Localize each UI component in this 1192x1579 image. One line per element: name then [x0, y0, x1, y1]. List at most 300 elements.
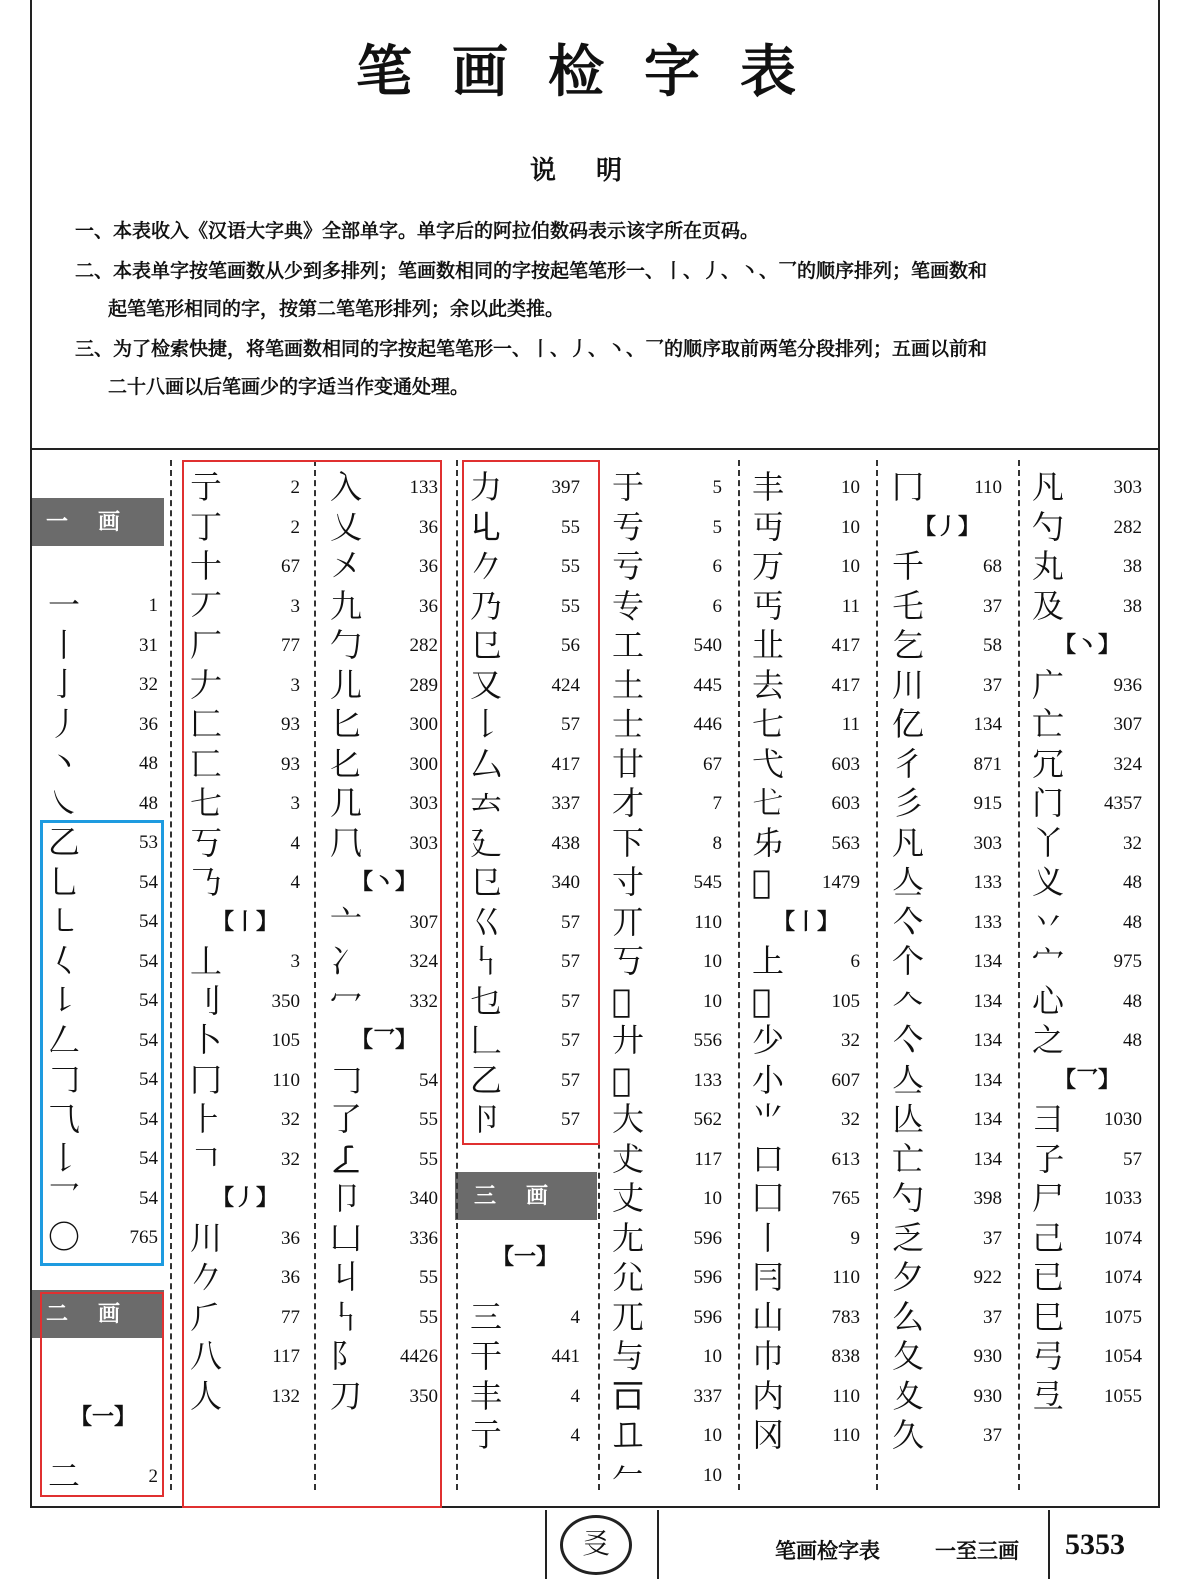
entry-page-number: 48: [1123, 911, 1142, 933]
entry-page-number: 37: [983, 674, 1002, 696]
entry-character: 冃: [752, 1258, 785, 1296]
index-entry: [1032, 587, 1142, 627]
entry-character: 上: [752, 942, 785, 980]
entry-character: 乜: [470, 981, 503, 1020]
index-entry: [752, 1416, 860, 1456]
entry-character: 丿: [48, 704, 81, 743]
entry-page-number: 36: [139, 713, 158, 735]
index-entry: [752, 982, 860, 1022]
entry-page-number: 134: [973, 1109, 1002, 1130]
entry-character: 乞: [892, 626, 925, 664]
entry-page-number: 67: [703, 753, 722, 775]
entry-character: 少: [752, 1021, 785, 1059]
entry-character: 巜: [470, 902, 503, 941]
entry-page-number: 54: [139, 911, 158, 932]
index-entry: [1032, 1100, 1142, 1140]
entry-character: 七: [752, 705, 785, 743]
entry-page-number: 596: [693, 1227, 722, 1249]
footer-divider: [1048, 1510, 1050, 1579]
entry-page-number: 441: [551, 1346, 580, 1367]
entry-page-number: 32: [841, 1030, 860, 1051]
index-entry: [612, 666, 722, 706]
entry-page-number: 36: [419, 556, 438, 577]
entry-character: 𠄏: [330, 1139, 363, 1178]
entry-page-number: 930: [973, 1346, 1002, 1367]
column-8: [1032, 468, 1142, 1416]
index-entry: [1032, 547, 1142, 587]
entry-character: 心: [1032, 981, 1065, 1020]
entry-page-number: 57: [561, 1030, 580, 1051]
entry-character: 亼: [892, 1060, 925, 1099]
index-entry: [470, 1377, 580, 1417]
entry-page-number: 936: [1113, 674, 1142, 696]
index-entry: [612, 863, 722, 903]
publisher-seal: 㕛: [560, 1515, 632, 1575]
entry-page-number: 336: [409, 1227, 438, 1249]
entry-page-number: 337: [693, 1385, 722, 1407]
index-entry: [1032, 1258, 1142, 1298]
entry-character: 冂: [892, 468, 925, 506]
entry-character: 个: [892, 942, 925, 980]
index-entry: [752, 745, 860, 785]
entry-page-number: 57: [561, 951, 580, 972]
entry-page-number: 332: [409, 990, 438, 1012]
index-entry: [892, 903, 1002, 943]
entry-page-number: 6: [850, 951, 860, 972]
page-title: 笔画检字表: [356, 39, 836, 105]
index-entry: [892, 982, 1002, 1022]
index-entry: [612, 705, 722, 745]
entry-character: 门: [1032, 784, 1065, 822]
entry-character: 亿: [892, 705, 925, 743]
index-entry: [612, 1298, 722, 1338]
entry-character: 𠃑: [470, 942, 503, 980]
entry-character: ⺊: [190, 1100, 223, 1138]
index-entry: [892, 666, 1002, 706]
index-entry: [48, 665, 158, 705]
index-entry: [892, 705, 1002, 745]
entry-character: 寸: [612, 863, 645, 901]
entry-character: 𠘨: [330, 823, 363, 862]
entry-page-number: 1479: [822, 872, 860, 893]
index-entry: [612, 1140, 722, 1180]
index-entry: [1032, 1298, 1142, 1338]
index-entry: [752, 1337, 860, 1377]
entry-page-number: 110: [832, 1385, 860, 1407]
entry-character: 㔾: [470, 626, 503, 664]
entry-character: 干: [470, 1337, 503, 1375]
entry-page-number: 134: [973, 1069, 1002, 1091]
index-entry: [752, 508, 860, 548]
entry-page-number: 417: [831, 674, 860, 696]
entry-page-number: 975: [1113, 951, 1142, 972]
column-divider: [170, 460, 172, 1490]
entry-character: 卜: [190, 1021, 223, 1059]
entry-character: 勺: [892, 1179, 925, 1217]
index-entry: [892, 1298, 1002, 1338]
entry-page-number: 289: [409, 674, 438, 696]
entry-page-number: 57: [561, 990, 580, 1012]
entry-page-number: 915: [973, 793, 1002, 814]
entry-character: 𠃌: [48, 1060, 81, 1098]
entry-character: 入: [330, 468, 363, 506]
entry-character: 𠂊: [190, 1258, 223, 1296]
entry-character: 己: [1032, 1218, 1065, 1257]
index-entry: [612, 1258, 722, 1298]
entry-page-number: 55: [419, 1306, 438, 1328]
entry-page-number: 117: [694, 1148, 722, 1170]
entry-page-number: 134: [973, 1030, 1002, 1051]
index-entry: [892, 784, 1002, 824]
entry-page-number: 563: [831, 832, 860, 854]
entry-page-number: 32: [841, 1109, 860, 1130]
index-entry: [752, 1298, 860, 1338]
index-entry: [612, 982, 722, 1022]
footer-range: 一至三画: [935, 1538, 1019, 1563]
entry-character: 九: [330, 586, 363, 625]
highlight-box-red: [462, 460, 600, 1145]
entry-character: 丰: [752, 468, 785, 506]
entry-character: 彐: [1032, 1100, 1065, 1138]
entry-character: 亏: [612, 547, 645, 585]
index-entry: [1032, 1179, 1142, 1219]
entry-page-number: 596: [693, 1306, 722, 1328]
entry-page-number: 1055: [1104, 1385, 1142, 1407]
entry-page-number: 930: [973, 1385, 1002, 1407]
entry-page-number: 3: [290, 951, 300, 972]
entry-page-number: 134: [973, 951, 1002, 972]
entry-character: ㇏: [48, 783, 81, 822]
index-entry: [752, 468, 860, 508]
stroke-group-header: 【丿】: [211, 1185, 278, 1211]
entry-page-number: 1033: [1104, 1188, 1142, 1209]
entry-character: 亠: [330, 902, 363, 941]
entry-page-number: 5: [712, 516, 722, 538]
entry-page-number: 48: [1123, 1030, 1142, 1051]
entry-character: 专: [612, 586, 645, 625]
entry-page-number: 446: [693, 714, 722, 735]
entry-character: 𠂇: [190, 665, 223, 704]
entry-page-number: 36: [281, 1227, 300, 1249]
entry-page-number: 556: [693, 1030, 722, 1051]
entry-page-number: 10: [841, 477, 860, 498]
entry-character: 力: [470, 468, 503, 506]
entry-character: 廿: [612, 744, 645, 783]
entry-character: 孒: [1032, 1139, 1065, 1178]
entry-character: 于: [612, 468, 645, 506]
entry-character: ⺌: [752, 1100, 785, 1138]
entry-page-number: 540: [693, 635, 722, 656]
entry-page-number: 10: [703, 1346, 722, 1367]
index-entry: [1032, 863, 1142, 903]
index-entry: [1032, 1021, 1142, 1061]
entry-page-number: 134: [973, 990, 1002, 1012]
entry-character: 亽: [892, 1021, 925, 1059]
entry-character: 八: [190, 1337, 223, 1375]
entry-page-number: 110: [272, 1069, 300, 1091]
entry-character: 丁: [190, 507, 223, 546]
entry-page-number: 3: [290, 595, 300, 617]
entry-character: 𠄌: [48, 1139, 81, 1177]
entry-character: 𠂊: [470, 547, 503, 585]
entry-character: 丫: [1032, 823, 1065, 862]
entry-character: 之: [1032, 1021, 1065, 1059]
entry-character: 囗: [752, 1179, 785, 1217]
entry-character: 亍: [190, 468, 223, 506]
entry-page-number: 2: [290, 516, 300, 538]
entry-character: 川: [892, 665, 925, 704]
entry-page-number: 57: [561, 1069, 580, 1091]
entry-page-number: 55: [419, 1267, 438, 1288]
stroke-group-header: 【丨】: [772, 908, 839, 935]
index-entry: [1032, 1337, 1142, 1377]
entry-character: 几: [330, 784, 363, 822]
index-entry: [612, 626, 722, 666]
entry-page-number: 545: [693, 872, 722, 893]
index-entry: [612, 903, 722, 943]
entry-page-number: 133: [409, 477, 438, 498]
entry-page-number: 4: [570, 1306, 580, 1328]
entry-page-number: 110: [832, 1425, 860, 1446]
entry-character: 夕: [892, 1258, 925, 1296]
index-entry: [612, 547, 722, 587]
entry-character: 弖: [1032, 1376, 1065, 1415]
index-entry: [752, 1377, 860, 1417]
index-entry: [470, 1416, 580, 1456]
index-entry: [892, 1416, 1002, 1456]
entry-character: 丄: [190, 942, 223, 980]
entry-character: 𠃍: [190, 1139, 223, 1178]
entry-page-number: 7: [712, 793, 722, 814]
index-entry: [1032, 1140, 1142, 1180]
entry-character: 丐: [752, 586, 785, 625]
footer-section: 笔画检字表: [775, 1538, 880, 1563]
column-7: [892, 468, 1002, 1456]
entry-page-number: 1054: [1104, 1346, 1142, 1367]
index-entry: [612, 1377, 722, 1417]
column-divider: [456, 460, 458, 1490]
entry-character: 㔾: [470, 863, 503, 901]
index-entry: [1032, 705, 1142, 745]
entry-character: 人: [190, 1376, 223, 1415]
entry-character: ㇄: [48, 902, 81, 940]
entry-character: 口: [752, 1139, 785, 1178]
entry-page-number: 303: [409, 793, 438, 814]
index-entry: [752, 942, 860, 982]
entry-page-number: 56: [561, 635, 580, 656]
entry-page-number: 10: [841, 556, 860, 577]
entry-character: 𠃑: [330, 1297, 363, 1336]
entry-page-number: 32: [281, 1109, 300, 1130]
entry-character: 𠄎: [190, 863, 223, 901]
entry-page-number: 57: [561, 714, 580, 735]
entry-character: 丂: [190, 823, 223, 862]
entry-page-number: 3: [290, 793, 300, 814]
entry-page-number: 133: [693, 1069, 722, 1091]
entry-character: 才: [612, 784, 645, 822]
index-entry: [1032, 903, 1142, 943]
entry-character: 卪: [470, 1100, 503, 1138]
entry-character: 𠤎: [330, 744, 363, 783]
entry-character: 去: [752, 665, 785, 704]
entry-page-number: 10: [703, 1188, 722, 1209]
entry-character: 丨: [752, 1218, 785, 1257]
entry-page-number: 397: [551, 477, 580, 498]
index-entry: [892, 1061, 1002, 1101]
entry-character: 夊: [892, 1376, 925, 1415]
entry-character: 冈: [752, 1416, 785, 1454]
entry-page-number: 282: [1113, 516, 1142, 538]
entry-character: 阝: [330, 1337, 363, 1375]
index-entry: [892, 1377, 1002, 1417]
entry-character: 万: [752, 547, 785, 585]
entry-character: 𠀋: [612, 1139, 645, 1178]
entry-page-number: 54: [139, 950, 158, 972]
entry-character: 工: [612, 626, 645, 664]
entry-character: 冗: [1032, 744, 1065, 783]
entry-character: 㐅: [330, 547, 363, 585]
index-entry: [612, 1456, 722, 1496]
entry-page-number: 11: [841, 595, 860, 617]
index-entry: [1032, 942, 1142, 982]
entry-page-number: 8: [712, 832, 722, 854]
explanation-item-3: 三、为了检索快捷，将笔画数相同的字按起笔笔形一、丨、丿、丶、乛的顺序取前两笔分段排列；五画以前和 二十八画以后笔画少的字适当作变通处理。: [75, 338, 988, 398]
entry-character: 弋: [752, 744, 785, 783]
index-entry: [892, 745, 1002, 785]
entry-page-number: 340: [551, 872, 580, 893]
stroke-group-header: 【丿】: [913, 513, 980, 540]
explanation-item-2: 二、本表单字按笔画数从少到多排列；笔画数相同的字按起笔笔形一、丨、丿、丶、乛的顺序排列；笔画数和 起笔笔形相同的字，按第二笔笔形排列；余以此类推。: [75, 260, 988, 320]
index-entry: [612, 1061, 722, 1101]
entry-page-number: 38: [1123, 595, 1142, 617]
entry-character: 廴: [470, 823, 503, 862]
entry-character: ⺄: [48, 1099, 81, 1138]
entry-page-number: 117: [272, 1346, 300, 1367]
entry-page-number: 37: [983, 595, 1002, 617]
entry-page-number: 9: [850, 1227, 860, 1249]
entry-page-number: 36: [281, 1267, 300, 1288]
entry-character: 与: [612, 1337, 645, 1375]
spacer: [470, 1140, 580, 1239]
entry-page-number: 105: [271, 1030, 300, 1051]
entry-page-number: 54: [139, 1069, 158, 1090]
entry-character: 乏: [892, 1218, 925, 1257]
entry-character: 丰: [470, 1376, 503, 1415]
index-entry: [1032, 784, 1142, 824]
entry-page-number: 55: [419, 1148, 438, 1170]
entry-character: 夂: [892, 1337, 925, 1375]
column-divider: [876, 460, 878, 1490]
entry-page-number: 445: [693, 674, 722, 696]
index-entry: [48, 744, 158, 784]
highlight-box-red: [182, 460, 442, 1508]
entry-page-number: 417: [831, 635, 860, 656]
index-entry: [1032, 982, 1142, 1022]
spacer: [470, 1278, 580, 1298]
entry-character: 匚: [190, 705, 223, 743]
index-entry: [470, 1337, 580, 1377]
index-entry: [892, 863, 1002, 903]
index-entry: [612, 1337, 722, 1377]
entry-character: 冫: [330, 942, 363, 980]
entry-character: 川: [190, 1218, 223, 1257]
entry-page-number: 922: [973, 1267, 1002, 1288]
entry-character: 𠀆: [612, 981, 632, 1020]
index-entry: [1032, 824, 1142, 864]
entry-page-number: 31: [139, 634, 158, 656]
highlight-box-blue: [40, 820, 164, 1266]
entry-character: 士: [612, 705, 645, 743]
entry-character: 尸: [1032, 1179, 1065, 1217]
entry-page-number: 1: [148, 595, 158, 616]
entry-page-number: 300: [409, 714, 438, 735]
index-entry: [612, 468, 722, 508]
entry-page-number: 10: [703, 951, 722, 972]
entry-page-number: 303: [973, 832, 1002, 854]
entry-character: 丸: [1032, 547, 1065, 585]
entry-page-number: 110: [832, 1267, 860, 1288]
index-entry: [752, 1258, 860, 1298]
entry-page-number: 37: [983, 1425, 1002, 1446]
index-entry: [892, 468, 1002, 508]
entry-character: 𠂔: [752, 823, 785, 862]
index-entry: [752, 1140, 860, 1180]
entry-character: 𠃌: [330, 1060, 363, 1099]
entry-page-number: 6: [712, 595, 722, 617]
stroke-group-header: 【乛】: [1053, 1066, 1120, 1093]
entry-page-number: 48: [139, 792, 158, 814]
entry-character: 乂: [330, 507, 363, 546]
entry-character: 十: [190, 547, 223, 585]
index-entry: [752, 863, 860, 903]
entry-character: 冖: [330, 981, 363, 1020]
index-entry: [1032, 1219, 1142, 1259]
index-entry: [1032, 666, 1142, 706]
explanation-item-1: 一、本表收入《汉语大字典》全部单字。单字后的阿拉伯数码表示该字所在页码。: [75, 220, 760, 242]
entry-character: 兀: [612, 1297, 645, 1336]
entry-character: 彳: [892, 744, 925, 783]
entry-page-number: 32: [1123, 832, 1142, 854]
entry-page-number: 10: [703, 1425, 722, 1446]
highlight-box-red: [40, 1292, 164, 1497]
entry-page-number: 596: [693, 1267, 722, 1288]
column-5: [612, 468, 722, 1495]
entry-page-number: 93: [281, 714, 300, 735]
entry-page-number: 54: [419, 1069, 438, 1091]
entry-character: 凵: [330, 1218, 363, 1257]
entry-character: 丌: [612, 902, 645, 941]
entry-page-number: 58: [983, 635, 1002, 656]
entry-character: 二: [48, 1457, 81, 1496]
index-entry: [892, 1021, 1002, 1061]
index-entry: [752, 587, 860, 627]
entry-page-number: 340: [409, 1188, 438, 1209]
entry-character: 乃: [470, 586, 503, 625]
entry-character: 刂: [190, 981, 223, 1020]
entry-character: 乇: [892, 586, 925, 625]
entry-character: 亍: [470, 1416, 503, 1454]
entry-page-number: 10: [703, 990, 722, 1012]
entry-character: 勺: [1032, 507, 1065, 546]
entry-page-number: 324: [1113, 753, 1142, 775]
entry-character: 亽: [892, 902, 925, 941]
entry-page-number: 67: [281, 556, 300, 577]
column-divider: [1018, 460, 1020, 1490]
entry-page-number: 48: [1123, 872, 1142, 893]
index-entry: [48, 586, 158, 626]
entry-page-number: 48: [139, 753, 158, 774]
index-entry: [892, 824, 1002, 864]
